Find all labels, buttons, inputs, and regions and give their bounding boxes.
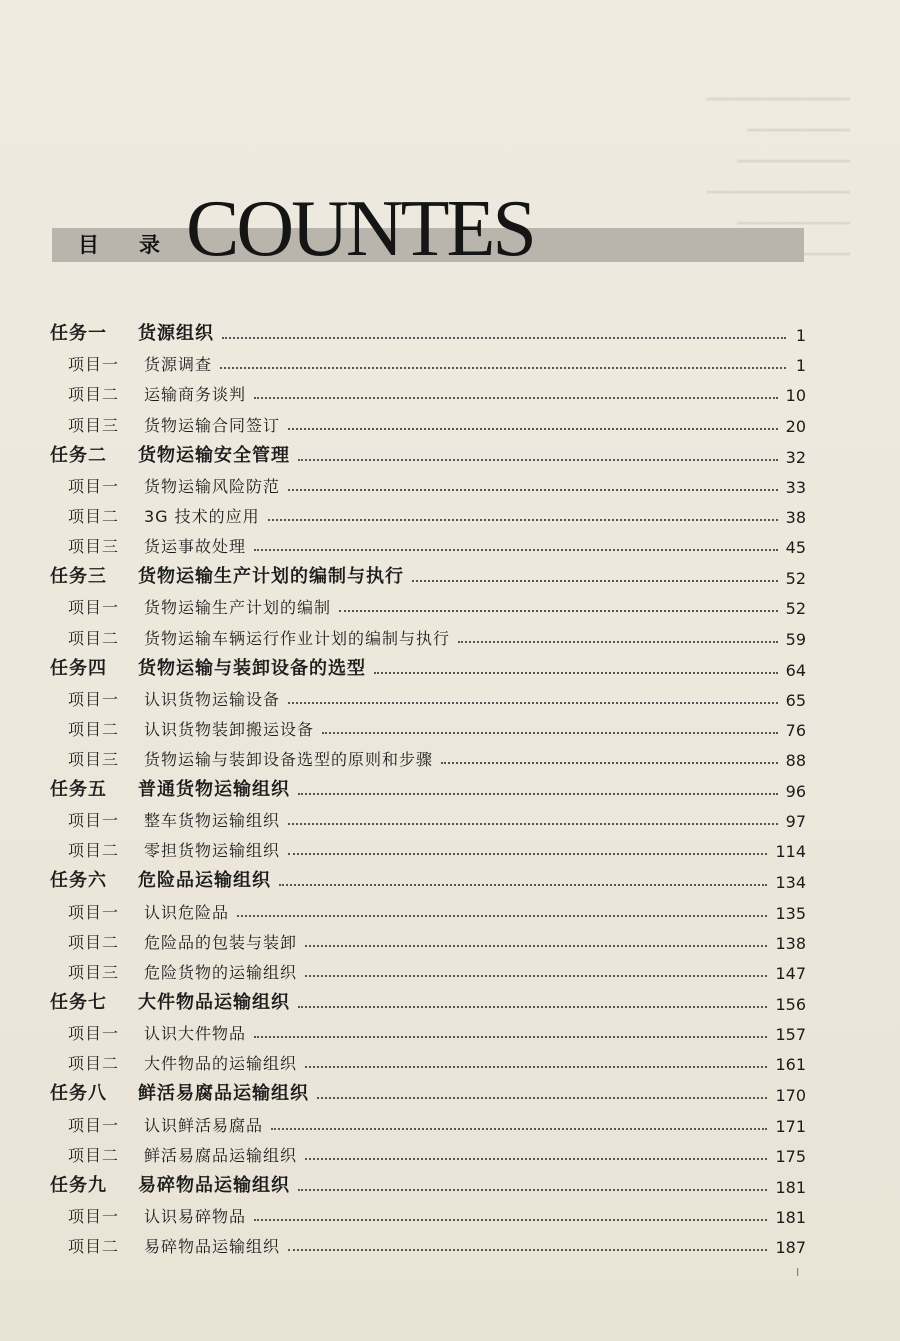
toc-entry-title: 大件物品运输组织 (138, 992, 290, 1013)
toc-task-row[interactable] (48, 1074, 808, 1105)
dot-leader (288, 1248, 767, 1251)
toc-page-number: 38 (785, 507, 806, 527)
dot-leader (305, 974, 767, 977)
toc-entry-label (50, 988, 290, 1014)
toc-item-row[interactable] (48, 1136, 808, 1166)
dot-leader (298, 792, 778, 795)
dot-leader (305, 1065, 767, 1068)
toc-entry-title: 危险品的包装与装卸 (144, 932, 298, 952)
toc-item-row[interactable] (48, 497, 808, 527)
dot-leader (254, 396, 778, 399)
toc-item-row[interactable] (48, 1227, 808, 1257)
toc-page-number: 97 (785, 812, 806, 832)
toc-item-row[interactable] (48, 680, 808, 710)
toc-item-row[interactable] (48, 618, 808, 648)
toc-entry-number: 任务四 (50, 657, 107, 679)
toc-entry-label (68, 1143, 297, 1166)
dot-leader (254, 1218, 767, 1221)
dot-leader (298, 1005, 767, 1008)
dot-leader (441, 761, 778, 764)
toc-page-number: 32 (785, 447, 806, 467)
toc-entry-number: 项目一 (68, 902, 120, 922)
toc-page-number: 187 (775, 1238, 806, 1258)
toc-entry-number: 任务五 (50, 779, 107, 801)
toc-task-row[interactable] (48, 314, 808, 345)
toc-item-row[interactable] (48, 710, 808, 740)
toc-entry-number: 项目一 (68, 1024, 120, 1044)
toc-item-row[interactable] (48, 892, 808, 922)
toc-entry-number: 项目二 (68, 1054, 120, 1074)
toc-task-row[interactable] (48, 1166, 808, 1197)
toc-task-row[interactable] (48, 436, 808, 467)
toc-entry-label (68, 900, 229, 923)
toc-page-number: 1 (795, 326, 806, 345)
toc-entry-title: 认识货物装卸搬运设备 (144, 719, 315, 739)
toc-entry-label (68, 1021, 246, 1044)
toc-entry-title: 货物运输与装卸设备选型的原则和步骤 (144, 750, 434, 770)
toc-entry-number: 项目二 (68, 932, 120, 952)
toc-task-row[interactable] (48, 649, 808, 680)
toc-entry-number: 项目一 (68, 1206, 120, 1226)
dot-leader (288, 488, 778, 491)
toc-item-row[interactable] (48, 1197, 808, 1227)
toc-entry-number: 项目一 (68, 811, 120, 831)
dot-leader (288, 852, 767, 855)
toc-entry-number: 任务一 (50, 323, 107, 344)
toc-page-number: 33 (785, 477, 806, 497)
toc-entry-label (68, 474, 280, 497)
toc-page-number: 135 (775, 903, 806, 923)
dot-leader (298, 458, 778, 461)
toc-item-row[interactable] (48, 375, 808, 405)
dot-leader (458, 640, 778, 643)
toc-entry-label (68, 1113, 263, 1136)
page-marker: I (796, 1266, 800, 1279)
toc-item-row[interactable] (48, 588, 808, 618)
toc-page-number: 147 (775, 964, 806, 983)
toc-page-number: 65 (785, 690, 806, 710)
toc-task-row[interactable] (48, 983, 808, 1014)
toc-entry-title: 货物运输生产计划的编制与执行 (138, 566, 404, 588)
toc-entry-label (68, 504, 260, 527)
toc-page-number: 52 (785, 599, 806, 619)
toc-entry-title: 3G 技术的应用 (144, 506, 260, 526)
toc-item-row[interactable] (48, 527, 808, 557)
toc-entry-label (68, 717, 314, 740)
page-title: 目录 (78, 232, 200, 257)
toc-entry-number: 任务六 (50, 870, 107, 892)
toc-page-number: 10 (785, 386, 806, 406)
toc-page-number: 181 (775, 1207, 806, 1227)
toc-entry-number: 项目三 (68, 963, 120, 982)
toc-item-row[interactable] (48, 1014, 808, 1044)
toc-entry-title: 大件物品的运输组织 (144, 1054, 298, 1074)
toc-task-row[interactable] (48, 770, 808, 801)
toc-entry-label (50, 1079, 309, 1105)
toc-entry-title: 货物运输生产计划的编制 (144, 598, 332, 618)
toc-entry-number: 项目一 (68, 598, 120, 618)
toc-item-row[interactable] (48, 923, 808, 953)
toc-entry-label (68, 960, 297, 983)
toc-entry-label (50, 441, 290, 467)
toc-page-number: 45 (785, 538, 806, 558)
toc-entry-label (68, 1051, 297, 1074)
dot-leader (288, 822, 778, 825)
toc-page-number: 170 (775, 1086, 806, 1106)
toc-entry-number: 项目二 (68, 385, 120, 405)
toc-entry-title: 货运事故处理 (144, 537, 247, 557)
toc-task-row[interactable] (48, 861, 808, 892)
dot-leader (220, 366, 786, 369)
dot-leader (374, 671, 778, 674)
toc-item-row[interactable] (48, 1105, 808, 1135)
toc-entry-label (50, 319, 214, 345)
header-logo-text: COUNTES (186, 185, 534, 273)
toc-page-number: 156 (775, 995, 806, 1014)
toc-entry-label (68, 413, 280, 436)
toc-page-number: 181 (775, 1177, 806, 1197)
toc-entry-title: 认识大件物品 (144, 1024, 247, 1044)
toc-entry-number: 项目二 (68, 1237, 120, 1257)
toc-entry-label (50, 654, 366, 680)
toc-entry-number: 项目二 (68, 506, 120, 526)
toc-page-number: 1 (795, 356, 806, 376)
toc-entry-number: 项目二 (68, 1145, 120, 1165)
dot-leader (268, 518, 778, 521)
toc-item-row[interactable] (48, 467, 808, 497)
toc-entry-title: 危险品运输组织 (138, 870, 271, 892)
toc-entry-label (50, 775, 290, 801)
toc-entry-label (68, 352, 212, 375)
toc-entry-number: 任务八 (50, 1083, 107, 1105)
toc-item-row[interactable] (48, 740, 808, 770)
toc-page-number: 96 (785, 782, 806, 802)
toc-page-number: 88 (785, 751, 806, 771)
toc-entry-title: 整车货物运输组织 (144, 811, 281, 831)
toc-task-row[interactable] (48, 557, 808, 588)
toc-entry-label (68, 687, 280, 710)
dot-leader (279, 883, 767, 886)
toc-entry-label (68, 838, 280, 861)
toc-page-number: 59 (785, 629, 806, 649)
toc-entry-title: 货物运输与装卸设备的选型 (138, 657, 366, 679)
toc-entry-label (68, 626, 450, 649)
toc-entry-title: 易碎物品运输组织 (138, 1174, 290, 1196)
toc-entry-label (68, 930, 297, 953)
toc-page-number: 134 (775, 873, 806, 893)
toc-entry-label (68, 382, 246, 405)
toc-page-number: 138 (775, 933, 806, 953)
dot-leader (271, 1127, 767, 1130)
toc-entry-title: 货物运输风险防范 (144, 476, 281, 496)
toc-entry-label (68, 595, 331, 618)
toc-entry-title: 认识危险品 (144, 902, 230, 922)
dot-leader (339, 609, 778, 612)
toc-entry-label (50, 562, 404, 588)
dot-leader (288, 427, 778, 430)
table-of-contents (48, 314, 808, 1257)
toc-entry-number: 项目二 (68, 719, 120, 739)
dot-leader (222, 336, 786, 339)
dot-leader (298, 1188, 767, 1191)
dot-leader (317, 1096, 767, 1099)
toc-page-number: 161 (775, 1055, 806, 1075)
toc-item-row[interactable] (48, 345, 808, 375)
toc-item-row[interactable] (48, 801, 808, 831)
toc-entry-title: 货源调查 (144, 355, 213, 375)
toc-entry-number: 任务二 (50, 444, 107, 466)
toc-page-number: 52 (785, 569, 806, 589)
toc-entry-label (68, 1234, 280, 1257)
toc-item-row[interactable] (48, 405, 808, 435)
toc-page-number: 76 (785, 720, 806, 740)
toc-entry-title: 货物运输安全管理 (138, 444, 290, 466)
toc-entry-title: 零担货物运输组织 (144, 841, 281, 861)
toc-entry-label (68, 747, 433, 770)
toc-entry-label (68, 808, 280, 831)
toc-entry-title: 货物运输车辆运行作业计划的编制与执行 (144, 628, 451, 648)
dot-leader (305, 1157, 767, 1160)
toc-page-number: 64 (785, 660, 806, 680)
dot-leader (288, 701, 778, 704)
toc-page-number: 157 (775, 1025, 806, 1045)
toc-page-number: 20 (785, 416, 806, 436)
toc-entry-title: 危险货物的运输组织 (144, 963, 298, 982)
toc-entry-number: 任务七 (50, 992, 107, 1013)
toc-entry-title: 认识货物运输设备 (144, 689, 281, 709)
toc-item-row[interactable] (48, 953, 808, 983)
toc-entry-title: 易碎物品运输组织 (144, 1237, 281, 1257)
toc-header (52, 185, 804, 273)
toc-entry-label (50, 866, 271, 892)
toc-entry-number: 任务九 (50, 1174, 107, 1196)
toc-entry-title: 鲜活易腐品运输组织 (144, 1145, 298, 1165)
toc-item-row[interactable] (48, 831, 808, 861)
toc-entry-number: 项目二 (68, 841, 120, 861)
toc-entry-title: 普通货物运输组织 (138, 779, 290, 801)
dot-leader (237, 914, 767, 917)
toc-entry-title: 认识鲜活易腐品 (144, 1115, 264, 1135)
toc-entry-title: 鲜活易腐品运输组织 (138, 1083, 309, 1105)
toc-entry-title: 货源组织 (138, 323, 214, 344)
dot-leader (254, 548, 778, 551)
dot-leader (254, 1035, 767, 1038)
toc-page-number: 171 (775, 1116, 806, 1136)
dot-leader (412, 579, 778, 582)
toc-entry-title: 货物运输合同签订 (144, 415, 281, 435)
bleed-through-ghost-text: ━━━━━━━━━━━━━━ ━━━━━━━━━━ ━━━━━━━━━━━ ━━━━━━━━━━━━━━ ━━━━━━━━━━━ (706, 90, 850, 234)
toc-entry-number: 任务三 (50, 566, 107, 588)
dot-leader (322, 731, 778, 734)
toc-entry-number: 项目一 (68, 355, 120, 375)
toc-entry-number: 项目一 (68, 689, 120, 709)
toc-entry-number: 项目二 (68, 628, 120, 648)
toc-entry-number: 项目一 (68, 476, 120, 496)
toc-entry-title: 运输商务谈判 (144, 385, 247, 405)
toc-entry-title: 认识易碎物品 (144, 1206, 247, 1226)
toc-entry-label (50, 1171, 290, 1197)
toc-entry-label (68, 534, 246, 557)
toc-entry-label (68, 1204, 246, 1227)
toc-entry-number: 项目三 (68, 537, 120, 557)
toc-entry-number: 项目三 (68, 750, 120, 770)
dot-leader (305, 944, 767, 947)
toc-page-number: 175 (775, 1146, 806, 1166)
toc-entry-number: 项目三 (68, 415, 120, 435)
toc-entry-number: 项目一 (68, 1115, 120, 1135)
toc-item-row[interactable] (48, 1044, 808, 1074)
toc-page-number: 114 (775, 842, 806, 862)
